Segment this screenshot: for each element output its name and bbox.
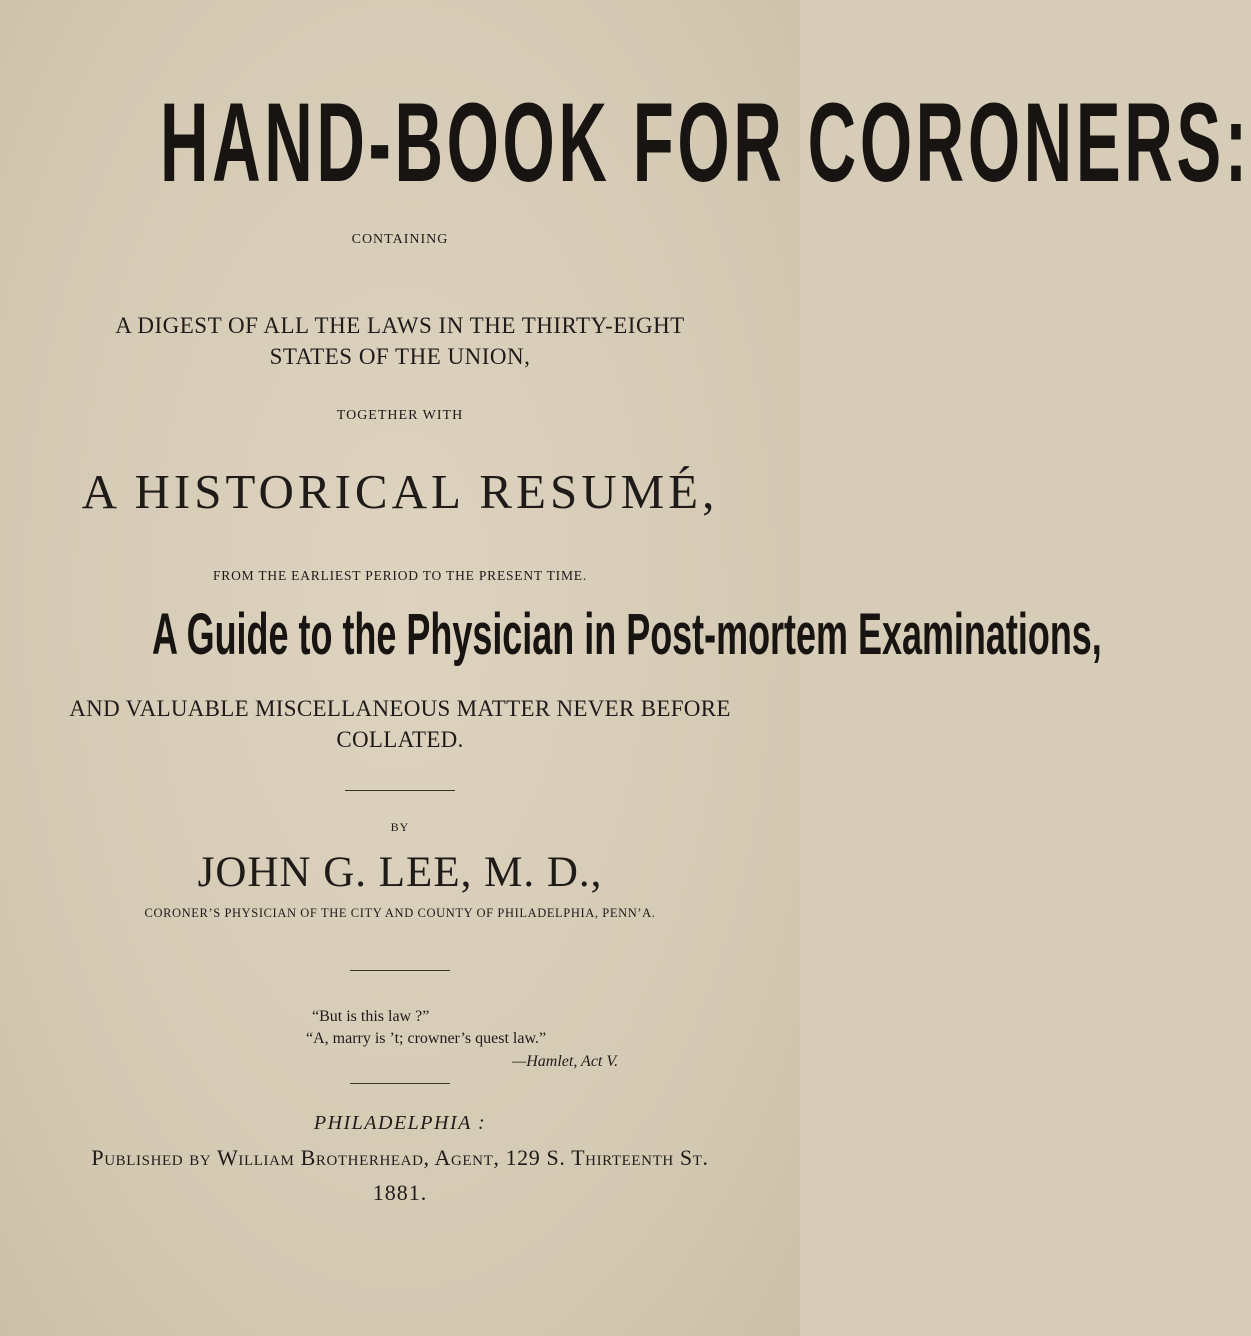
historical-resume-heading: A HISTORICAL RESUMÉ, bbox=[81, 464, 719, 519]
containing-label: CONTAINING bbox=[351, 232, 449, 247]
miscellaneous-line-2: COLLATED. bbox=[336, 727, 464, 752]
author-name: JOHN G. LEE, M. D., bbox=[197, 849, 603, 896]
publication-year: 1881. bbox=[372, 1180, 428, 1205]
miscellaneous-line-1: AND VALUABLE MISCELLANEOUS MATTER NEVER BEFORE bbox=[69, 696, 731, 721]
miscellaneous-description bbox=[0, 693, 800, 755]
together-with-label: TOGETHER WITH bbox=[336, 408, 464, 423]
physician-guide-heading: A Guide to the Physician in Post-mortem Examinations, bbox=[152, 602, 1102, 667]
divider-rule-3 bbox=[350, 1083, 450, 1084]
digest-line-2: STATES OF THE UNION, bbox=[269, 344, 531, 369]
digest-line-1: A DIGEST OF ALL THE LAWS IN THE THIRTY-EIGHT bbox=[115, 313, 685, 338]
author-position: CORONER’S PHYSICIAN OF THE CITY AND COUNTY OF PHILADELPHIA, PENN’A. bbox=[144, 906, 656, 920]
epigraph-attribution: —Hamlet, Act V. bbox=[512, 1053, 619, 1070]
period-subtitle: FROM THE EARLIEST PERIOD TO THE PRESENT TIME. bbox=[212, 568, 588, 583]
epigraph-line-2: “A, marry is ’t; crowner’s quest law.” bbox=[306, 1030, 547, 1047]
book-title: HAND-BOOK FOR CORONERS: bbox=[159, 80, 1251, 205]
publisher-line: Published by William Brotherhead, Agent, 129 S. Thirteenth St. bbox=[91, 1145, 709, 1170]
epigraph-line-1: “But is this law ?” bbox=[312, 1008, 430, 1025]
digest-description bbox=[0, 310, 800, 372]
by-label: BY bbox=[390, 820, 410, 834]
publication-city: PHILADELPHIA : bbox=[313, 1112, 487, 1134]
divider-rule-1 bbox=[345, 790, 455, 791]
divider-rule-2 bbox=[350, 970, 450, 971]
